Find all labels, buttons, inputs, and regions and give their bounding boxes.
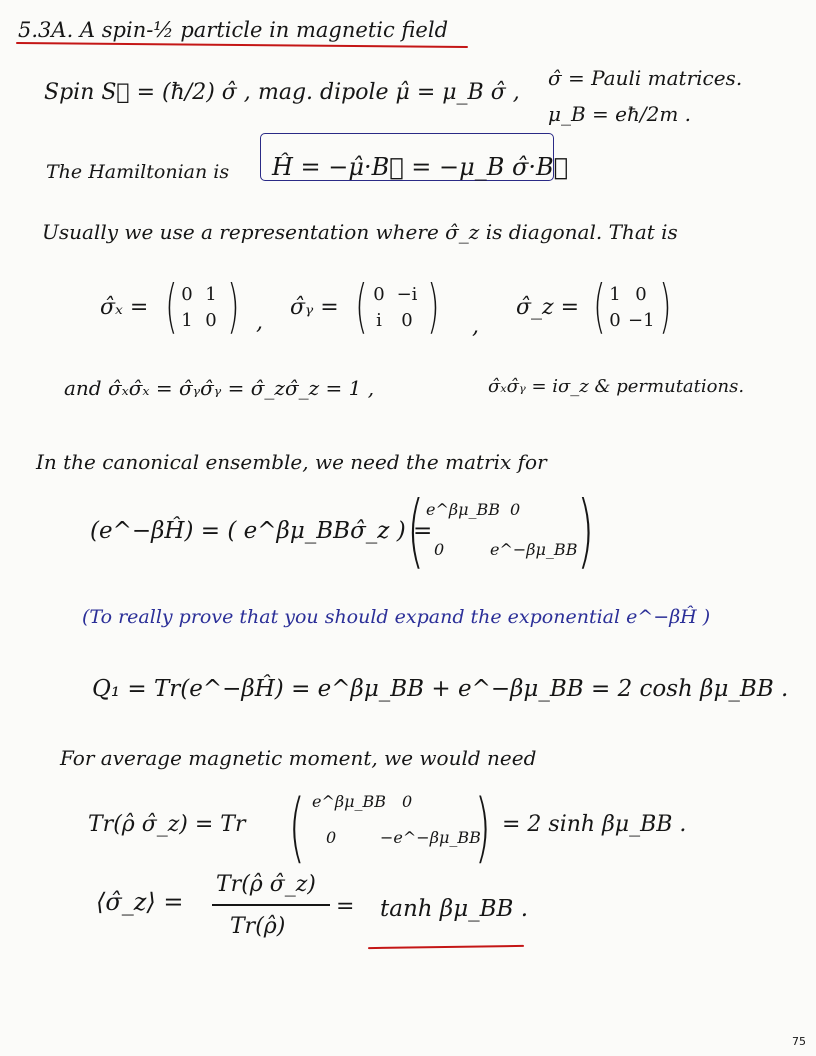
expectation-denominator: Tr(ρ̂)	[230, 914, 286, 939]
page-number: 75	[792, 1035, 806, 1048]
matrix-cell: e^−βμ_BB	[490, 540, 578, 559]
expectation-lhs: ⟨σ̂_z⟩ =	[96, 888, 184, 916]
matrix-cell: −e^−βμ_BB	[380, 828, 481, 847]
matrix-cell: 1	[609, 284, 621, 305]
paren-right-icon: )	[474, 782, 491, 871]
matrix-cell: i	[376, 310, 382, 331]
bohr-magneton-definition: μ_B = eħ/2m .	[548, 102, 692, 126]
matrix-cell: e^βμ_BB	[426, 500, 501, 519]
expectation-numerator: Tr(ρ̂ σ̂_z)	[216, 872, 316, 897]
trace-lhs: Tr(ρ̂ σ̂_z) = Tr	[88, 812, 246, 837]
matrix-cell: 0	[373, 284, 385, 305]
comma: ,	[472, 314, 479, 339]
matrix-cell: 0	[401, 310, 413, 331]
page-title: 5.3A. A spin-½ particle in magnetic field	[18, 18, 449, 42]
dipole-equation: mag. dipole μ̂ = μ_B σ̂ ,	[258, 80, 520, 105]
exponential-lhs: (e^−βĤ) = ( e^βμ_BBσ̂_z ) =	[90, 518, 433, 544]
paren-left-icon: (	[593, 272, 606, 340]
hamiltonian-equation: Ĥ = −μ̂·B⃗ = −μ_B σ̂·B⃗	[272, 153, 569, 181]
paren-right-icon: )	[427, 272, 440, 340]
average-moment-line: For average magnetic moment, we would need	[60, 746, 537, 770]
expectation-result: tanh βμ_BB .	[380, 896, 529, 922]
matrix-cell: 0	[402, 792, 413, 811]
matrix-cell: 1	[181, 310, 193, 331]
matrix-cell: 0	[635, 284, 647, 305]
prove-note: (To really prove that you should expand the exponential e^−βĤ )	[82, 606, 711, 628]
paren-left-icon: (	[355, 272, 368, 340]
paren-right-icon: )	[577, 484, 595, 577]
matrix-cell: e^βμ_BB	[312, 792, 387, 811]
matrix-cell: 1	[205, 284, 217, 305]
sigma-z-label: σ̂_z =	[516, 295, 580, 320]
paren-left-icon: (	[288, 782, 305, 871]
sigma-y-label: σ̂ᵧ =	[290, 295, 339, 320]
hamiltonian-intro: The Hamiltonian is	[46, 161, 230, 183]
fraction-bar	[212, 904, 330, 906]
paren-right-icon: )	[227, 272, 240, 340]
matrix-cell: −i	[396, 284, 418, 305]
matrix-cell: 0	[205, 310, 217, 331]
paren-right-icon: )	[659, 272, 672, 340]
paren-left-icon: (	[407, 484, 425, 577]
pauli-note: σ̂ = Pauli matrices.	[548, 66, 743, 90]
spin-equation: Spin S⃗ = (ħ/2) σ̂ ,	[44, 80, 251, 105]
partition-function-equation: Q₁ = Tr(e^−βĤ) = e^βμ_BB + e^−βμ_BB = 2 cosh βμ_BB .	[92, 676, 789, 702]
comma: ,	[256, 310, 263, 335]
identity-line: and σ̂ₓσ̂ₓ = σ̂ᵧσ̂ᵧ = σ̂_zσ̂_z = 1 ,	[64, 376, 375, 400]
matrix-cell: 0	[510, 500, 521, 519]
result-underline	[368, 945, 524, 949]
representation-line: Usually we use a representation where σ̂_z is diagonal. That is	[42, 220, 678, 244]
matrix-cell: 0	[434, 540, 445, 559]
permutation-line: σ̂ₓσ̂ᵧ = iσ_z & permutations.	[488, 376, 745, 397]
matrix-cell: 0	[181, 284, 193, 305]
expectation-equals: =	[336, 894, 355, 919]
paren-left-icon: (	[165, 272, 178, 340]
trace-rhs: = 2 sinh βμ_BB .	[502, 812, 687, 837]
canonical-line: In the canonical ensemble, we need the matrix for	[36, 450, 547, 474]
matrix-cell: −1	[628, 310, 655, 331]
matrix-cell: 0	[326, 828, 337, 847]
sigma-x-label: σ̂ₓ =	[100, 295, 149, 320]
matrix-cell: 0	[609, 310, 621, 331]
title-underline	[16, 42, 468, 48]
